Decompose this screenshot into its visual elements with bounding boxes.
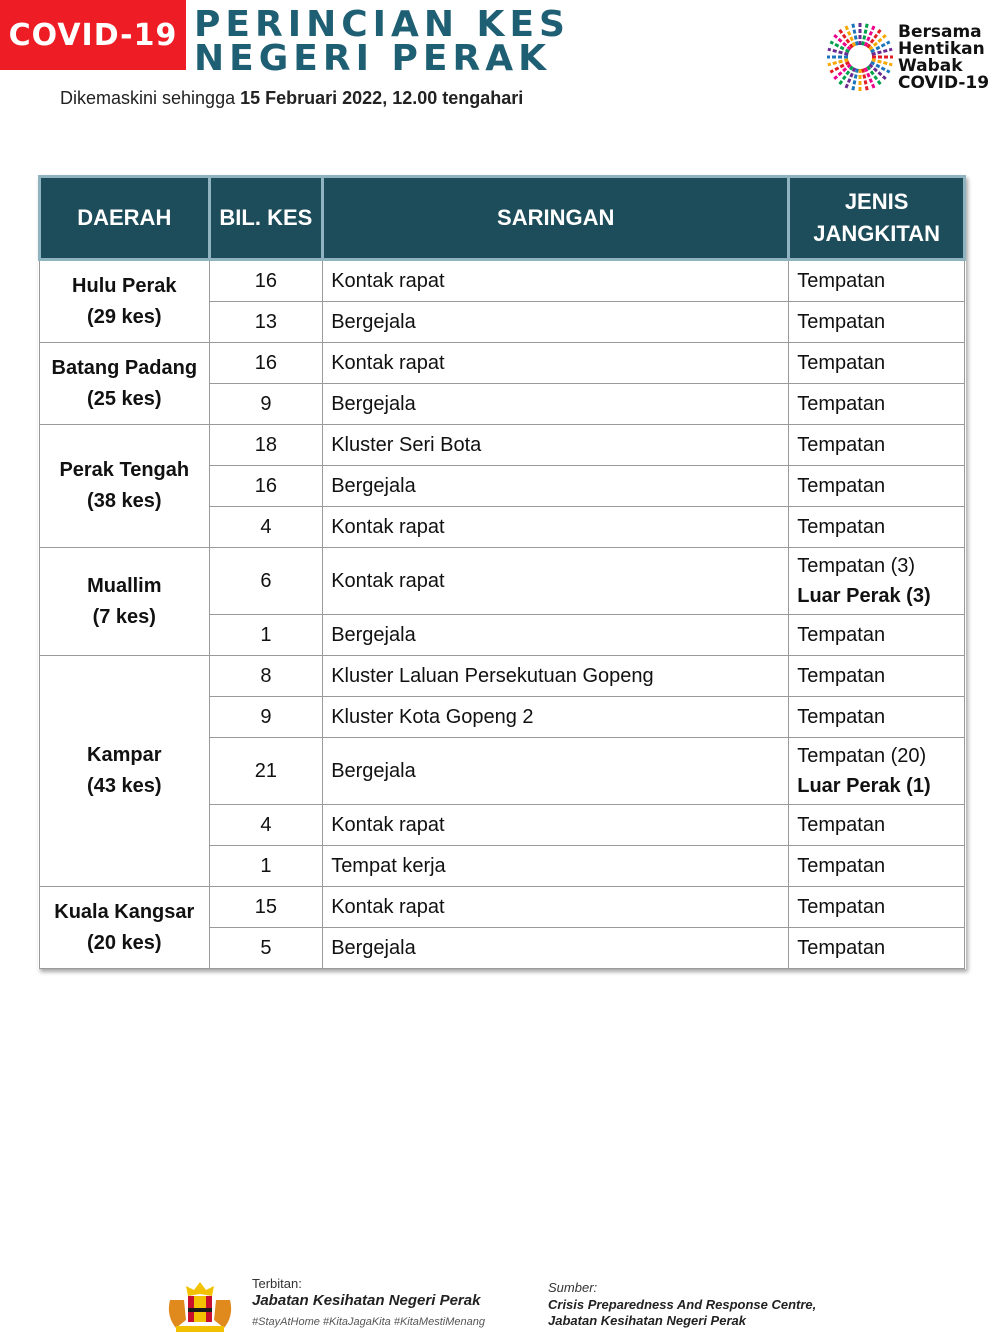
district-name: Kuala Kangsar [54, 900, 195, 923]
saringan-cell: Bergejala [323, 928, 789, 969]
case-count-cell: 18 [209, 425, 323, 466]
district-name: Batang Padang [51, 356, 198, 379]
jenis-jangkitan-cell [789, 805, 965, 846]
updated-prefix: Dikemaskini sehingga [60, 88, 236, 108]
jenis-value: Tempatan [797, 310, 886, 333]
jenis-extra-value: Luar Perak (1) [797, 775, 931, 797]
district-name: Perak Tengah [59, 459, 190, 481]
title-line-2: NEGERI PERAK [194, 38, 551, 79]
jenis-jangkitan-cell [789, 425, 965, 466]
jenis-jangkitan-cell [789, 302, 965, 343]
district-cell [40, 343, 210, 425]
jenis-jangkitan-cell [789, 928, 965, 969]
jenis-value: Tempatan (20) [797, 745, 927, 767]
jenis-value: Tempatan [797, 515, 886, 538]
jenis-value: Tempatan [797, 664, 886, 687]
sumber-source: Crisis Preparedness And Response Centre, Jabatan Kesihatan Negeri Perak [548, 1297, 817, 1328]
page-title [194, 4, 570, 79]
saringan-cell: Bergejala [323, 615, 789, 656]
case-count-cell: 16 [209, 260, 323, 302]
jenis-value: Tempatan [797, 623, 886, 646]
saringan-cell: Kontak rapat [323, 343, 789, 384]
jenis-value: Tempatan [797, 705, 886, 728]
jenis-jangkitan-cell [789, 466, 965, 507]
district-total: (25 kes) [87, 387, 162, 410]
jenis-value: Tempatan [797, 813, 886, 836]
case-count-cell: 16 [209, 343, 323, 384]
case-count-cell: 9 [209, 384, 323, 425]
saringan-cell: Kluster Seri Bota [323, 425, 789, 466]
table-row [40, 425, 965, 466]
coat-of-arms-icon [162, 1280, 238, 1336]
saringan-cell: Bergejala [323, 466, 789, 507]
case-count-cell: 16 [209, 466, 323, 507]
jenis-value: Tempatan [797, 392, 886, 415]
saringan-cell: Kluster Laluan Persekutuan Gopeng [323, 656, 789, 697]
covid-badge: COVID-19 [0, 0, 186, 70]
sunburst-icon [824, 18, 896, 96]
case-count-cell: 1 [209, 615, 323, 656]
district-cell [40, 656, 210, 887]
saringan-cell: Bergejala [323, 384, 789, 425]
jenis-value: Tempatan (3) [797, 555, 916, 577]
table-row [40, 656, 965, 697]
header-daerah: DAERAH [40, 177, 210, 260]
saringan-cell: Bergejala [323, 738, 789, 805]
saringan-cell: Bergejala [323, 302, 789, 343]
jenis-value: Tempatan [797, 351, 886, 374]
jenis-jangkitan-cell [789, 887, 965, 928]
district-total: (29 kes) [87, 305, 162, 328]
saringan-cell: Kluster Kota Gopeng 2 [323, 697, 789, 738]
case-count-cell: 15 [209, 887, 323, 928]
jenis-extra-value: Luar Perak (3) [797, 585, 931, 607]
campaign-logo [824, 18, 994, 102]
jenis-jangkitan-cell [789, 343, 965, 384]
table-row [40, 260, 965, 302]
district-cell [40, 260, 210, 343]
district-cell [40, 425, 210, 548]
saringan-cell: Kontak rapat [323, 548, 789, 615]
jenis-jangkitan-cell [789, 656, 965, 697]
district-cell [40, 548, 210, 656]
jenis-jangkitan-cell [789, 507, 965, 548]
case-table [38, 175, 966, 969]
campaign-logo-text: Bersama Hentikan Wabak COVID-19 [898, 22, 990, 93]
saringan-cell: Tempat kerja [323, 846, 789, 887]
table-header-row [40, 177, 965, 260]
district-name: Kampar [87, 744, 162, 766]
saringan-cell: Kontak rapat [323, 887, 789, 928]
district-total: (7 kes) [92, 605, 156, 628]
saringan-cell: Kontak rapat [323, 805, 789, 846]
case-count-cell: 9 [209, 697, 323, 738]
district-total: (20 kes) [87, 931, 162, 954]
case-count-cell: 5 [209, 928, 323, 969]
district-total: (38 kes) [87, 490, 162, 512]
jenis-jangkitan-cell [789, 697, 965, 738]
jenis-jangkitan-cell [789, 384, 965, 425]
case-count-cell: 8 [209, 656, 323, 697]
table-row [40, 343, 965, 384]
terbitan-label: Terbitan: [252, 1276, 302, 1291]
case-count-cell: 13 [209, 302, 323, 343]
jenis-jangkitan-cell [789, 548, 965, 615]
sumber-label: Sumber: [548, 1280, 598, 1295]
saringan-cell: Kontak rapat [323, 260, 789, 302]
jenis-jangkitan-cell [789, 846, 965, 887]
title-line-1: PERINCIAN KES [194, 4, 570, 45]
header-jenis-jangkitan: JENIS JANGKITAN [789, 177, 965, 260]
jenis-value: Tempatan [797, 936, 886, 959]
jenis-value: Tempatan [797, 895, 886, 918]
case-count-cell: 6 [209, 548, 323, 615]
district-name: Hulu Perak [72, 274, 177, 297]
jenis-jangkitan-cell [789, 260, 965, 302]
saringan-cell: Kontak rapat [323, 507, 789, 548]
terbitan-name: Jabatan Kesihatan Negeri Perak [252, 1292, 481, 1309]
jenis-value: Tempatan [797, 433, 886, 456]
updated-timestamp [60, 88, 523, 109]
district-name: Muallim [87, 574, 162, 597]
case-count-cell: 4 [209, 507, 323, 548]
district-total: (43 kes) [87, 775, 162, 797]
hashtags: #StayAtHome #KitaJagaKita #KitaMestiMenang [252, 1316, 485, 1328]
case-count-cell: 4 [209, 805, 323, 846]
jenis-value: Tempatan [797, 269, 886, 292]
updated-date: 15 Februari 2022, 12.00 tengahari [240, 88, 524, 108]
jenis-value: Tempatan [797, 854, 886, 877]
jenis-value: Tempatan [797, 474, 886, 497]
jenis-jangkitan-cell [789, 615, 965, 656]
case-count-cell: 1 [209, 846, 323, 887]
header-bil-kes: BIL. KES [209, 177, 323, 260]
table-row [40, 548, 965, 615]
district-cell [40, 887, 210, 969]
case-count-cell: 21 [209, 738, 323, 805]
jenis-jangkitan-cell [789, 738, 965, 805]
table-row [40, 887, 965, 928]
header-saringan: SARINGAN [323, 177, 789, 260]
